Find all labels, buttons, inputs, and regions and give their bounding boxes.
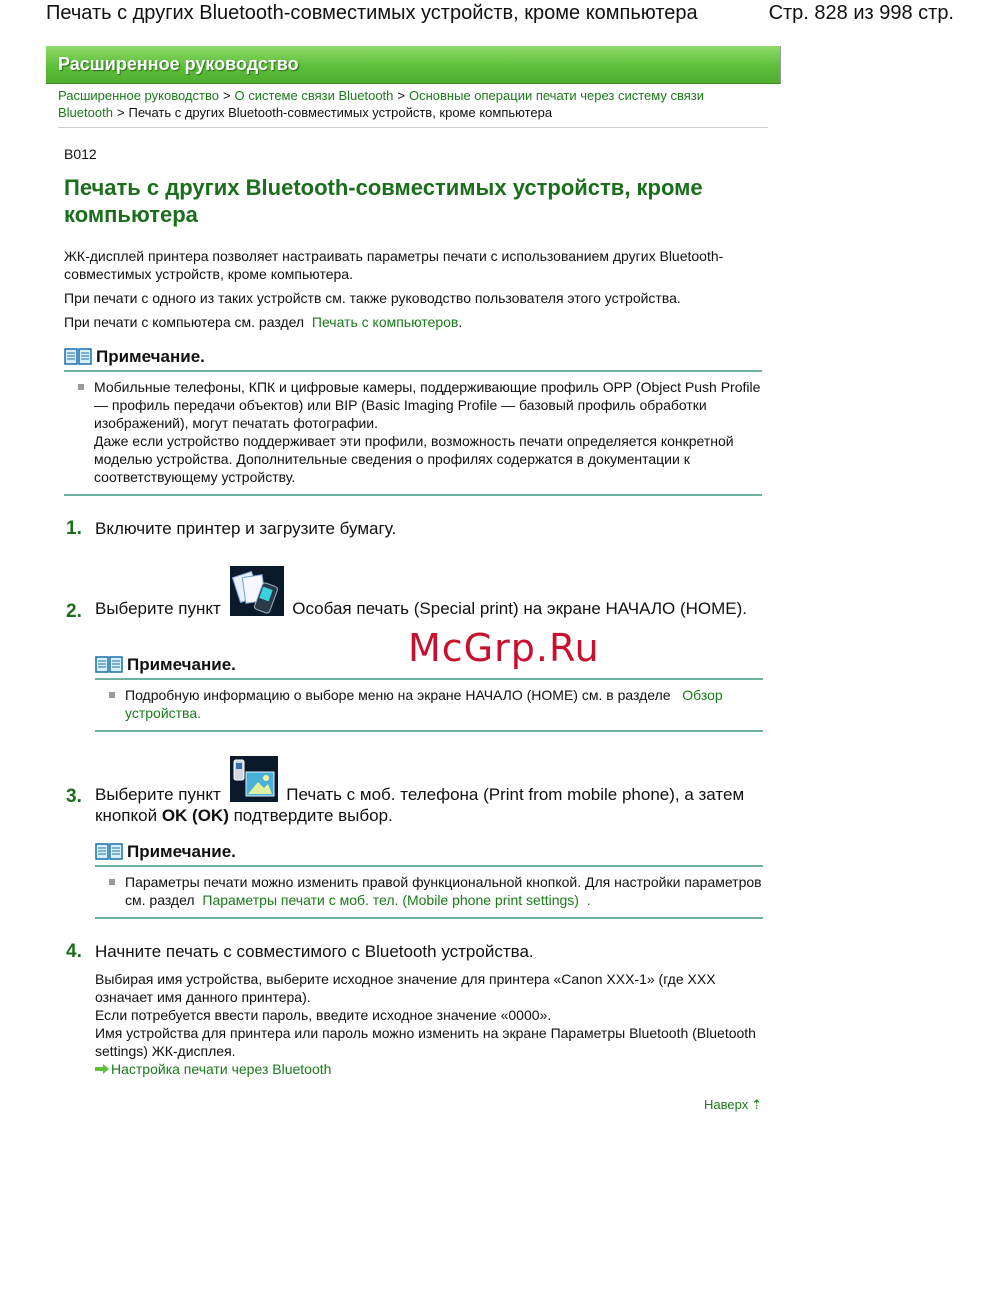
step-number: 4. <box>66 941 82 962</box>
page-header <box>0 0 1000 30</box>
step-1 <box>66 518 766 539</box>
breadcrumb-link-basic-operations[interactable]: Основные операции печати через систему связи Bluetooth <box>58 88 704 120</box>
note-period: . <box>586 892 591 908</box>
page-indicator: Стр. 828 из 998 стр. <box>768 2 954 24</box>
note-item <box>64 378 762 486</box>
special-print-icon <box>230 566 284 616</box>
detail-text: Если потребуется ввести пароль, введите исходное значение «0000». <box>95 1007 552 1023</box>
intro-text-span: При печати с компьютера см. раздел <box>64 314 305 330</box>
note-text-span: Параметры печати можно изменить правой функциональной кнопкой. Для настройки параметров см. раздел <box>125 874 762 908</box>
intro-paragraph: ЖК-дисплей принтера позволяет настраивать параметры печати с использованием других Bluetooth-совместимых устройств, кроме компьютера. <box>64 248 724 282</box>
note-item <box>95 686 763 722</box>
breadcrumb-link-advanced-guide[interactable]: Расширенное руководство <box>58 88 219 103</box>
step-text-span: Выберите пункт <box>95 599 221 618</box>
intro-period: . <box>458 314 463 330</box>
link-device-overview[interactable]: Обзор устройства <box>125 687 723 721</box>
note-text <box>125 873 763 909</box>
detail-text: Имя устройства для принтера или пароль можно изменить на экране Параметры Bluetooth (Bluetooth settings) ЖК-дисплея. <box>95 1025 756 1059</box>
note-period: . <box>197 705 202 721</box>
mobile-print-icon <box>230 756 278 802</box>
note-title: Примечание. <box>127 655 236 674</box>
step-text-span: подтвердите выбор. <box>233 806 393 825</box>
bullet-icon <box>78 384 84 390</box>
note-title: Примечание. <box>127 842 236 861</box>
step-detail <box>95 970 766 1078</box>
page-title: Печать с других Bluetooth-совместимых устройств, кроме компьютера <box>64 175 703 227</box>
step-number: 1. <box>66 518 82 539</box>
link-bluetooth-print-setup[interactable] <box>95 1060 331 1078</box>
book-icon <box>95 843 123 861</box>
intro-paragraph: При печати с одного из таких устройств см. также руководство пользователя этого устройства. <box>64 290 681 306</box>
step-3 <box>66 756 766 826</box>
note-body <box>64 372 762 496</box>
banner-title: Расширенное руководство <box>58 54 299 74</box>
intro-paragraph <box>64 313 764 331</box>
bullet-icon <box>109 879 115 885</box>
step-text-span: Выберите пункт <box>95 785 221 804</box>
note-title: Примечание. <box>96 347 205 366</box>
breadcrumb-separator: > <box>116 105 125 120</box>
step-text <box>95 756 766 826</box>
arrow-up-icon: ⇡ <box>751 1097 763 1112</box>
step-text: Начните печать с совместимого с Bluetooth устройства. <box>95 942 534 961</box>
note-body <box>95 867 763 919</box>
step-text: Включите принтер и загрузите бумагу. <box>95 519 397 538</box>
step-4 <box>66 941 766 1078</box>
back-to-top-link[interactable] <box>704 1097 762 1113</box>
note-box <box>64 346 762 496</box>
note-header <box>95 841 763 867</box>
breadcrumb-separator: > <box>222 88 231 103</box>
arrow-right-icon <box>95 1064 109 1074</box>
breadcrumb <box>58 87 768 128</box>
link-mobile-phone-print-settings[interactable]: Параметры печати с моб. тел. (Mobile phone print settings) <box>202 892 579 908</box>
note-item <box>95 873 763 909</box>
book-icon <box>64 348 92 366</box>
document-title: Печать с других Bluetooth-совместимых устройств, кроме компьютера <box>46 2 698 24</box>
step-number: 2. <box>66 601 82 622</box>
step-number: 3. <box>66 786 82 807</box>
watermark: McGrp.Ru <box>408 626 600 670</box>
detail-text: Выбирая имя устройства, выберите исходное значение для принтера «Canon XXX-1» (где XXX означает имя данного принтера). <box>95 971 716 1005</box>
breadcrumb-link-bluetooth[interactable]: О системе связи Bluetooth <box>234 88 394 103</box>
note-body <box>95 680 763 732</box>
back-to-top-label: Наверх <box>704 1097 749 1112</box>
breadcrumb-current: Печать с других Bluetooth-совместимых устройств, кроме компьютера <box>128 105 553 120</box>
breadcrumb-separator: > <box>397 88 405 103</box>
note-text <box>125 686 763 722</box>
book-icon <box>95 656 123 674</box>
step-text-span: Особая печать (Special print) на экране НАЧАЛО (HOME). <box>292 599 747 618</box>
intro-text <box>64 247 764 337</box>
document-code: B012 <box>64 146 97 162</box>
ok-button-label: OK (OK) <box>161 806 229 825</box>
note-header <box>64 346 762 372</box>
bullet-icon <box>109 692 115 698</box>
step-2 <box>66 566 766 622</box>
step-text-span: Печать с моб. телефона (Print from mobile phone), а затем кнопкой <box>95 785 745 825</box>
note-box <box>95 841 763 919</box>
note-text: Даже если устройство поддерживает эти профили, возможность печати определяется конкретной моделью устройства. Дополнительные сведения о профилях содержатся в документации к соответствующему устройству. <box>94 433 734 485</box>
note-text-span: Подробную информацию о выборе меню на экране НАЧАЛО (HOME) см. в разделе <box>125 687 671 703</box>
manual-banner <box>46 46 781 84</box>
note-text: Мобильные телефоны, КПК и цифровые камеры, поддерживающие профиль OPP (Object Push Profile — профиль передачи объектов) или BIP (Basic Imaging Profile — базовый профиль обработки изображений), могут печатать фотографии. <box>94 379 761 431</box>
link-print-from-computers[interactable]: Печать с компьютеров <box>311 314 459 330</box>
link-label: Настройка печати через Bluetooth <box>111 1061 332 1077</box>
step-text <box>95 566 766 619</box>
